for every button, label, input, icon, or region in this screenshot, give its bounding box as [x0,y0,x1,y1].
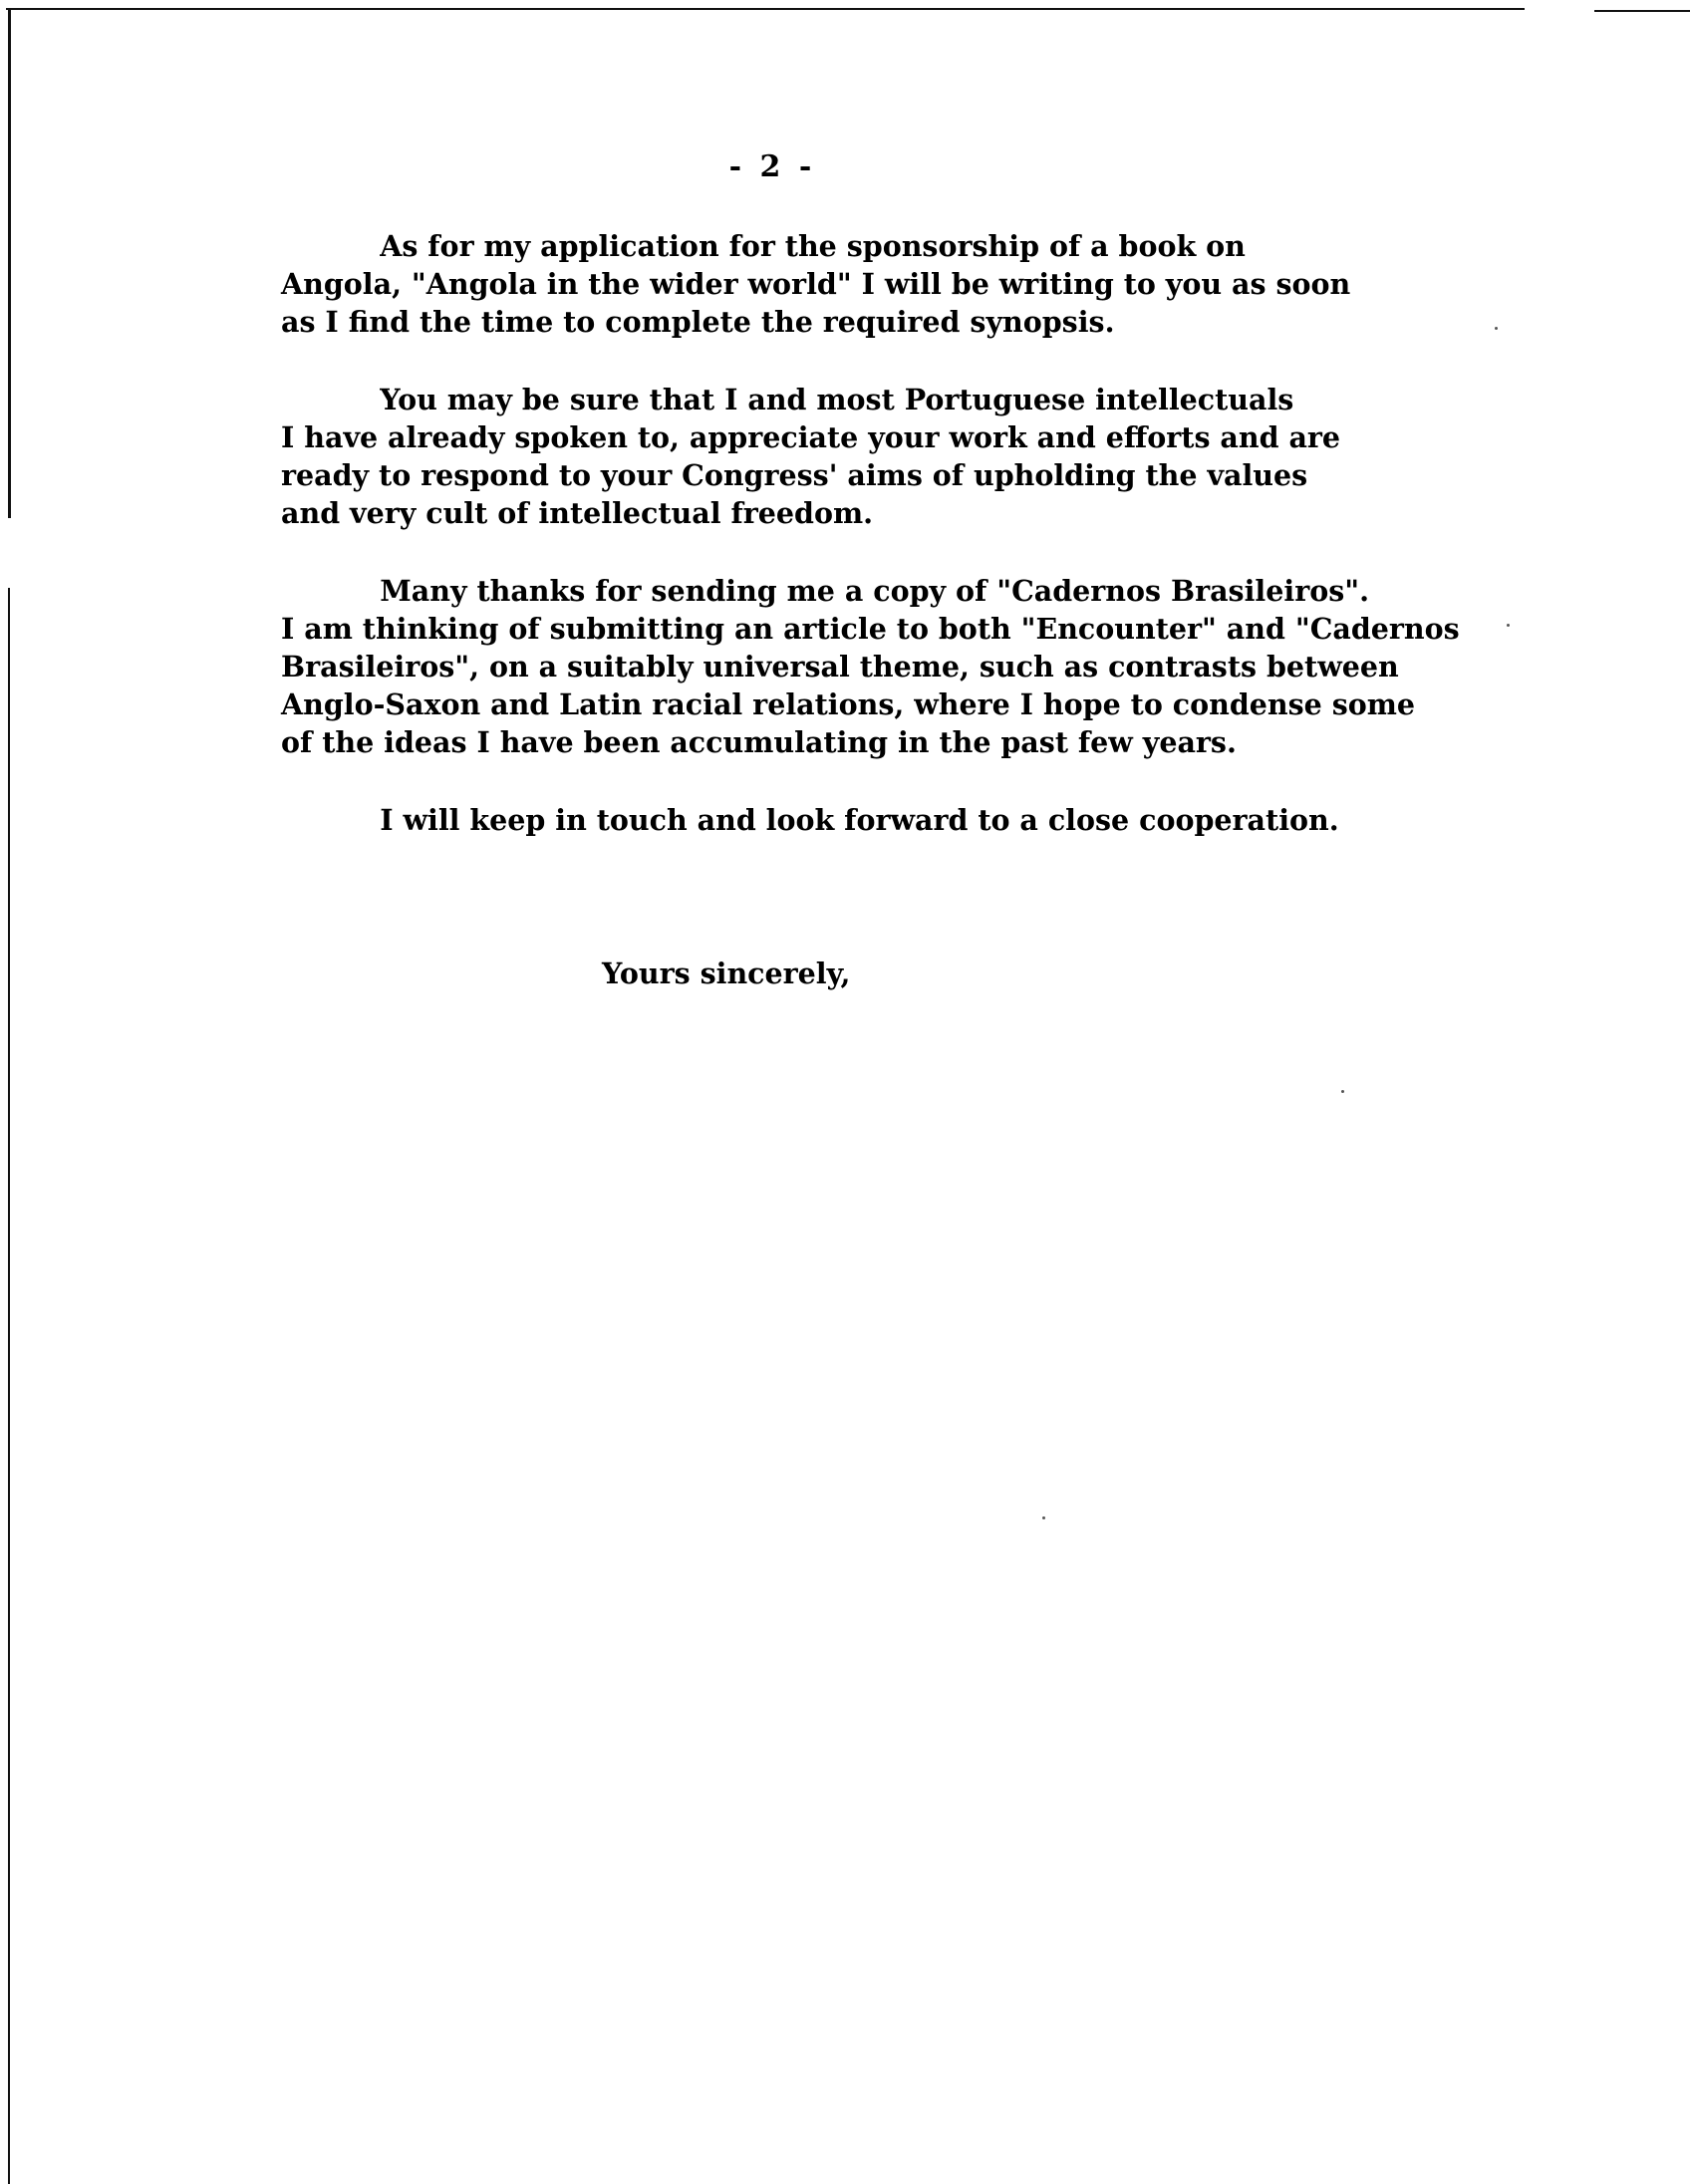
closing-salutation: Yours sincerely, [602,956,851,990]
paragraph-line: and very cult of intellectual freedom. [281,496,874,530]
scan-speck [1341,1090,1344,1093]
paragraph-line: Angola, "Angola in the wider world" I will be writing to you as soon [281,267,1351,301]
paragraph-keep-in-touch [281,801,1517,839]
paragraph-line: You may be sure that I and most Portuguese intellectuals [281,383,1294,416]
paragraph-line: as I find the time to complete the required synopsis. [281,305,1115,339]
paragraph-sponsorship [281,227,1517,341]
paragraph-cadernos [281,572,1517,761]
paragraph-line: I am thinking of submitting an article to both "Encounter" and "Cadernos [281,612,1460,646]
scan-edge-left [8,8,11,518]
paragraph-line: Many thanks for sending me a copy of "Cadernos Brasileiros". [281,574,1370,608]
paragraph-line: Brasileiros", on a suitably universal theme, such as contrasts between [281,650,1399,683]
paragraph-line: As for my application for the sponsorship of a book on [281,229,1246,263]
scan-edge-left-lower [8,588,10,2184]
paragraph-line: Anglo-Saxon and Latin racial relations, where I hope to condense some [281,687,1416,721]
paragraph-line: I will keep in touch and look forward to a close cooperation. [281,803,1339,837]
scan-edge-top [6,8,1525,10]
page-number: - 2 - [728,149,816,184]
paragraph-line: of the ideas I have been accumulating in the past few years. [281,725,1237,759]
scan-edge-top-right [1594,10,1690,12]
paragraph-intellectuals [281,381,1517,532]
scan-speck [1042,1516,1045,1519]
paragraph-line: ready to respond to your Congress' aims of upholding the values [281,458,1308,492]
paragraph-line: I have already spoken to, appreciate your work and efforts and are [281,420,1341,454]
